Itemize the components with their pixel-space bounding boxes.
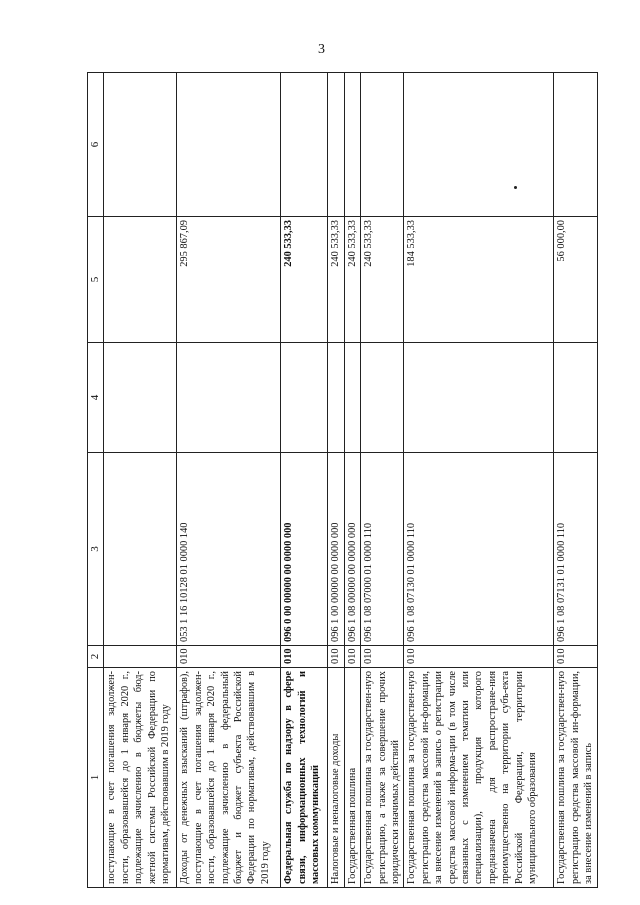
row-name: Государственная пошлина за государствен-ную регистрацию средства массовой ин-формации, за внесение изменений в запись xyxy=(554,668,597,888)
row-kbk xyxy=(281,453,328,646)
row-kbk: 096 1 08 00000 00 0000 000 xyxy=(344,453,360,646)
table-row xyxy=(177,73,281,888)
row-amount: 240 533,33 xyxy=(328,217,344,343)
row-code: 010 xyxy=(328,646,344,668)
header-cell: 2 xyxy=(88,646,104,668)
header-cell: 3 xyxy=(88,453,104,646)
table-row xyxy=(328,73,344,888)
table-row xyxy=(404,73,554,888)
row-code-bold: 010 xyxy=(283,648,295,664)
row-amount xyxy=(281,217,328,343)
row-col4 xyxy=(344,343,360,453)
row-amount: 295 867,09 xyxy=(177,217,281,343)
row-col6 xyxy=(328,73,344,217)
row-name: Доходы от денежных взысканий (штрафов), поступающие в счет погашения задолжен-ности, образовавшейся до 1 января 2020 г., подлежащие зачислению в федеральный бюджет и бюджет субъекта Российской Федерации по нормативам, действовавшим в 2019 году xyxy=(177,668,281,888)
table-row xyxy=(344,73,360,888)
row-col4 xyxy=(177,343,281,453)
row-code: 010 xyxy=(404,646,554,668)
row-amount: 56 000,00 xyxy=(554,217,597,343)
header-cell: 6 xyxy=(88,73,104,217)
row-name: Налоговые и неналоговые доходы xyxy=(328,668,344,888)
table-row xyxy=(361,73,404,888)
row-col6 xyxy=(361,73,404,217)
header-cell: 4 xyxy=(88,343,104,453)
row-code xyxy=(104,646,177,668)
row-col4 xyxy=(404,343,554,453)
row-amount: 184 533,33 xyxy=(404,217,554,343)
row-col4 xyxy=(281,343,328,453)
row-kbk: 096 1 08 07000 01 0000 110 xyxy=(361,453,404,646)
row-kbk: 096 1 00 00000 00 0000 000 xyxy=(328,453,344,646)
header-cell: 1 xyxy=(88,668,104,888)
table-row xyxy=(104,73,177,888)
row-name: поступающие в счет погашения задолжен-ности, образовавшейся до 1 января 2020 г., подлежащие зачислению в бюджеты бюд-жетной системы Российской Федерации по нормативам, действовавшим в 2019 году xyxy=(104,668,177,888)
row-col4 xyxy=(104,343,177,453)
row-kbk-bold: 096 0 00 00000 00 0000 000 xyxy=(283,522,295,642)
table-row xyxy=(281,73,328,888)
row-col6 xyxy=(281,73,328,217)
row-col6 xyxy=(177,73,281,217)
row-code: 010 xyxy=(177,646,281,668)
table-row xyxy=(554,73,597,888)
header-row xyxy=(88,73,104,888)
row-kbk xyxy=(104,453,177,646)
row-code: 010 xyxy=(361,646,404,668)
revenue-table xyxy=(87,72,598,888)
row-code: 010 xyxy=(344,646,360,668)
row-amount xyxy=(104,217,177,343)
row-amount: 240 533,33 xyxy=(344,217,360,343)
row-code: 010 xyxy=(554,646,597,668)
row-amount-bold: 240 533,33 xyxy=(283,220,295,267)
row-name: Государственная пошлина за государствен-ную регистрацию средства массовой ин-формации, за внесение изменений в запись о регистрации средства массовой информа-ции (в том числе связанных с изменением тематики или специализации), продукция которого предназначена для распростране-ния преимущественно на территории субъ-екта Российской Федерации, территории муниципального образования xyxy=(404,668,554,888)
row-kbk: 096 1 08 07130 01 0000 110 xyxy=(404,453,554,646)
rotated-table-wrapper xyxy=(87,73,595,888)
row-col6 xyxy=(104,73,177,217)
row-code xyxy=(281,646,328,668)
row-name: Государственная пошлина xyxy=(344,668,360,888)
row-col4 xyxy=(554,343,597,453)
row-col4 xyxy=(328,343,344,453)
header-cell: 5 xyxy=(88,217,104,343)
row-col6 xyxy=(554,73,597,217)
row-kbk: 096 1 08 07131 01 0000 110 xyxy=(554,453,597,646)
row-amount: 240 533,33 xyxy=(361,217,404,343)
row-name-bold: Федеральная служба по надзору в сфере связи, информационных технологий и массовых коммуникаций xyxy=(283,671,322,884)
row-col4 xyxy=(361,343,404,453)
row-col6 xyxy=(344,73,360,217)
row-name xyxy=(281,668,328,888)
row-col6 xyxy=(404,73,554,217)
row-name: Государственная пошлина за государствен-ную регистрацию, а также за совершение прочих юридически значимых действий xyxy=(361,668,404,888)
row-kbk: 053 1 16 10128 01 0000 140 xyxy=(177,453,281,646)
page-number: 3 xyxy=(318,42,325,57)
